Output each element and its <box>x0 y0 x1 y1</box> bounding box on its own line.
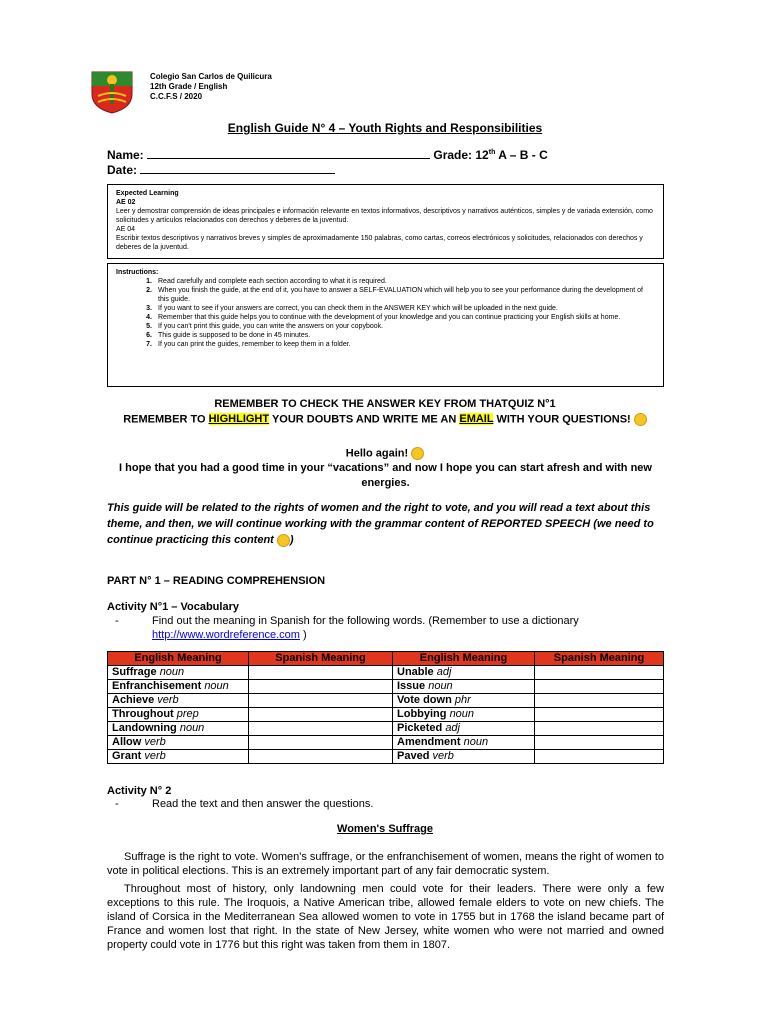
answer-cell[interactable] <box>535 736 664 750</box>
email-word: EMAIL <box>459 413 494 426</box>
answer-cell[interactable] <box>535 666 664 680</box>
activity1-heading: Activity N°1 – Vocabulary <box>107 601 239 613</box>
school-info <box>150 72 272 102</box>
instructions-heading: Instructions: <box>116 269 159 276</box>
pos: verb <box>144 750 166 762</box>
word-cell <box>393 736 535 750</box>
word-cell <box>108 736 249 750</box>
intro-paragraph <box>107 500 664 548</box>
answer-cell[interactable] <box>249 722 393 736</box>
grade-label: Grade: 12 <box>433 148 489 162</box>
word-cell <box>393 722 535 736</box>
intro-text: This guide will be related to the rights of women and the right to vote, and you will read a text about this theme, and then, we will continue working with the grammar content of REPORTED SPEECH (we need to continue practicing this content <box>107 502 654 546</box>
word-cell <box>393 708 535 722</box>
guide-title: English Guide N° 4 – Youth Rights and Responsibilities <box>227 121 543 135</box>
grin-emoji-icon <box>411 447 424 460</box>
reminder-highlight <box>0 413 770 426</box>
pos: adj <box>436 666 452 678</box>
word: Suffrage <box>112 666 157 678</box>
reminder-text-a: REMEMBER TO <box>123 413 209 426</box>
instruction-text: This guide is supposed to be done in 45 minutes. <box>158 332 311 339</box>
instruction-number: 7. <box>146 341 152 348</box>
instruction-text: Remember that this guide helps you to continue with the development of your knowledge and you can continue practicing your English skills at home. <box>158 314 621 321</box>
answer-cell[interactable] <box>249 694 393 708</box>
pos: noun <box>179 722 205 734</box>
hello-text: Hello again! <box>345 447 409 460</box>
word-cell <box>108 750 249 764</box>
word: Landowning <box>112 722 177 734</box>
col-spanish-1: Spanish Meaning <box>249 652 393 666</box>
answer-cell[interactable] <box>535 708 664 722</box>
activity1-close: ) <box>299 629 307 641</box>
reading-paragraph-1: Suffrage is the right to vote. Women's suffrage, or the enfranchisement of women, means the right of women to vote in political elections. This is an extremely important part of any fair democratic system. <box>107 851 664 877</box>
word: Picketed <box>397 722 443 734</box>
part-heading: PART N° 1 – READING COMPREHENSION <box>107 575 326 587</box>
word: Enfranchisement <box>112 680 202 692</box>
expected-learning-box <box>107 184 664 259</box>
reminder-text-c: WITH YOUR QUESTIONS! <box>493 413 631 426</box>
word-cell <box>108 694 249 708</box>
dash-bullet: - <box>115 615 119 627</box>
wordreference-link[interactable]: http://www.wordreference.com <box>152 629 300 641</box>
instruction-item <box>116 331 655 340</box>
col-spanish-2: Spanish Meaning <box>535 652 664 666</box>
instruction-number: 1. <box>146 278 152 285</box>
instructions-box <box>107 263 664 387</box>
instruction-item <box>116 277 655 286</box>
word-cell <box>108 680 249 694</box>
date-label: Date: <box>107 163 138 177</box>
answer-cell[interactable] <box>535 694 664 708</box>
word: Lobbying <box>397 708 447 720</box>
pos: verb <box>432 750 454 762</box>
highlight-word: HIGHLIGHT <box>208 413 270 426</box>
instruction-text: If you want to see if your answers are correct, you can check them in the ANSWER KEY which will be uploaded in the next guide. <box>158 305 558 312</box>
answer-cell[interactable] <box>535 680 664 694</box>
word: Allow <box>112 736 142 748</box>
name-label: Name: <box>107 148 144 162</box>
school-name: Colegio San Carlos de Quilicura <box>150 72 272 81</box>
answer-cell[interactable] <box>535 722 664 736</box>
instruction-item <box>116 340 655 349</box>
pos: verb <box>144 736 166 748</box>
reading-paragraph-2: Throughout most of history, only landowning men could vote for their leaders. There were only a few exceptions to this rule. The Iroquois, a Native American tribe, allowed female elders to vote on new chiefs. The island of Corsica in the Mediterranean Sea allowed women to vote in 1755 but in 1768 the island became part of France and women lost that right. In the state of New Jersey, white women who were not married and owned property could vote in 1776 but this right was taken from them in 1807. <box>107 883 664 951</box>
ae04-label: AE 04 <box>116 226 136 233</box>
table-row <box>108 666 664 680</box>
school-logo <box>88 66 136 114</box>
table-row <box>108 680 664 694</box>
ae04-text: Escribir textos descriptivos y narrativos breves y simples de aproximadamente 150 palabras, como cartas, correos electrónicos y solicitudes, relacionados con derechos y deberes de la juventud. <box>116 235 643 251</box>
col-english-2: English Meaning <box>393 652 535 666</box>
pos: noun <box>463 736 489 748</box>
smile-emoji-icon <box>634 413 647 426</box>
table-row <box>108 736 664 750</box>
pos: noun <box>428 680 453 692</box>
pos: prep <box>176 708 199 720</box>
pos: noun <box>449 708 475 720</box>
ae02-label: AE 02 <box>116 199 136 206</box>
word: Achieve <box>112 694 155 706</box>
word-cell <box>108 708 249 722</box>
instruction-number: 2. <box>146 287 152 294</box>
date-blank[interactable] <box>140 163 335 174</box>
activity2-text: Read the text and then answer the questions. <box>152 798 374 810</box>
instruction-text: If you can't print this guide, you can write the answers on your copybook. <box>158 323 384 330</box>
reminder-answer-key: REMEMBER TO CHECK THE ANSWER KEY FROM THATQUIZ N°1 <box>214 398 556 410</box>
vocabulary-table <box>107 651 664 764</box>
reminder-text-b: YOUR DOUBTS AND WRITE ME AN <box>269 413 460 426</box>
word-cell <box>393 680 535 694</box>
word: Amendment <box>397 736 461 748</box>
table-row <box>108 722 664 736</box>
instruction-number: 6. <box>146 332 152 339</box>
word: Grant <box>112 750 142 762</box>
answer-cell[interactable] <box>249 708 393 722</box>
name-grade-line <box>107 148 548 162</box>
instruction-number: 4. <box>146 314 152 321</box>
word: Vote down <box>397 694 452 706</box>
instruction-number: 3. <box>146 305 152 312</box>
pos: noun <box>204 680 229 692</box>
school-code-year: C.C.F.S / 2020 <box>150 92 203 101</box>
answer-cell[interactable] <box>249 666 393 680</box>
instruction-number: 5. <box>146 323 152 330</box>
date-line <box>107 163 335 177</box>
pos: noun <box>159 666 185 678</box>
sweat-emoji-icon <box>277 534 290 547</box>
activity2-instruction <box>115 797 664 811</box>
word-cell <box>393 694 535 708</box>
word: Issue <box>397 680 426 692</box>
col-english-1: English Meaning <box>108 652 249 666</box>
answer-cell[interactable] <box>249 750 393 764</box>
reading-title: Women's Suffrage <box>337 823 433 835</box>
table-row <box>108 750 664 764</box>
instruction-item <box>116 322 655 331</box>
instruction-item <box>116 313 655 322</box>
instruction-text: If you can print the guides, remember to keep them in a folder. <box>158 341 351 348</box>
instructions-list <box>116 277 655 349</box>
word: Unable <box>397 666 434 678</box>
name-blank[interactable] <box>147 148 430 159</box>
word-cell <box>108 666 249 680</box>
ae02-text: Leer y demostrar comprensión de ideas principales e información relevante en textos informativos, descriptivos y narrativos auténticos, simples y de variada extensión, como solicitudes y artículos relacionados con derechos y deberes de la juventud. <box>116 208 653 224</box>
dash-bullet: - <box>115 798 119 810</box>
instruction-text: When you finish the guide, at the end of it, you have to answer a SELF-EVALUATION which will help you to see your performance during the development of this guide. <box>158 287 643 303</box>
answer-cell[interactable] <box>535 750 664 764</box>
instruction-item <box>116 304 655 313</box>
activity1-text: Find out the meaning in Spanish for the following words. (Remember to use a dictionary <box>152 615 579 627</box>
intro-close: ) <box>289 534 294 546</box>
table-row <box>108 708 664 722</box>
table-header-row <box>108 652 664 666</box>
activity2-heading: Activity N° 2 <box>107 785 172 797</box>
grade-sections: A – B - C <box>495 148 548 162</box>
answer-cell[interactable] <box>249 680 393 694</box>
word-cell <box>393 750 535 764</box>
instruction-item <box>116 286 655 304</box>
answer-cell[interactable] <box>249 736 393 750</box>
word: Paved <box>397 750 430 762</box>
expected-heading: Expected Learning <box>116 190 179 197</box>
pos: adj <box>445 722 460 734</box>
grade-sup: th <box>488 149 496 156</box>
hello-line <box>0 447 770 460</box>
word-cell <box>108 722 249 736</box>
grade-subject: 12th Grade / English <box>150 82 228 91</box>
word: Throughout <box>112 708 174 720</box>
school-header <box>88 66 488 116</box>
activity1-instruction <box>115 614 664 642</box>
hope-paragraph: I hope that you had a good time in your “vacations” and now I hope you can start afresh and with new energies. <box>119 462 652 489</box>
word-cell <box>393 666 535 680</box>
pos: verb <box>157 694 179 706</box>
instruction-text: Read carefully and complete each section according to what it is required. <box>158 278 387 285</box>
pos: phr <box>454 694 471 706</box>
table-row <box>108 694 664 708</box>
